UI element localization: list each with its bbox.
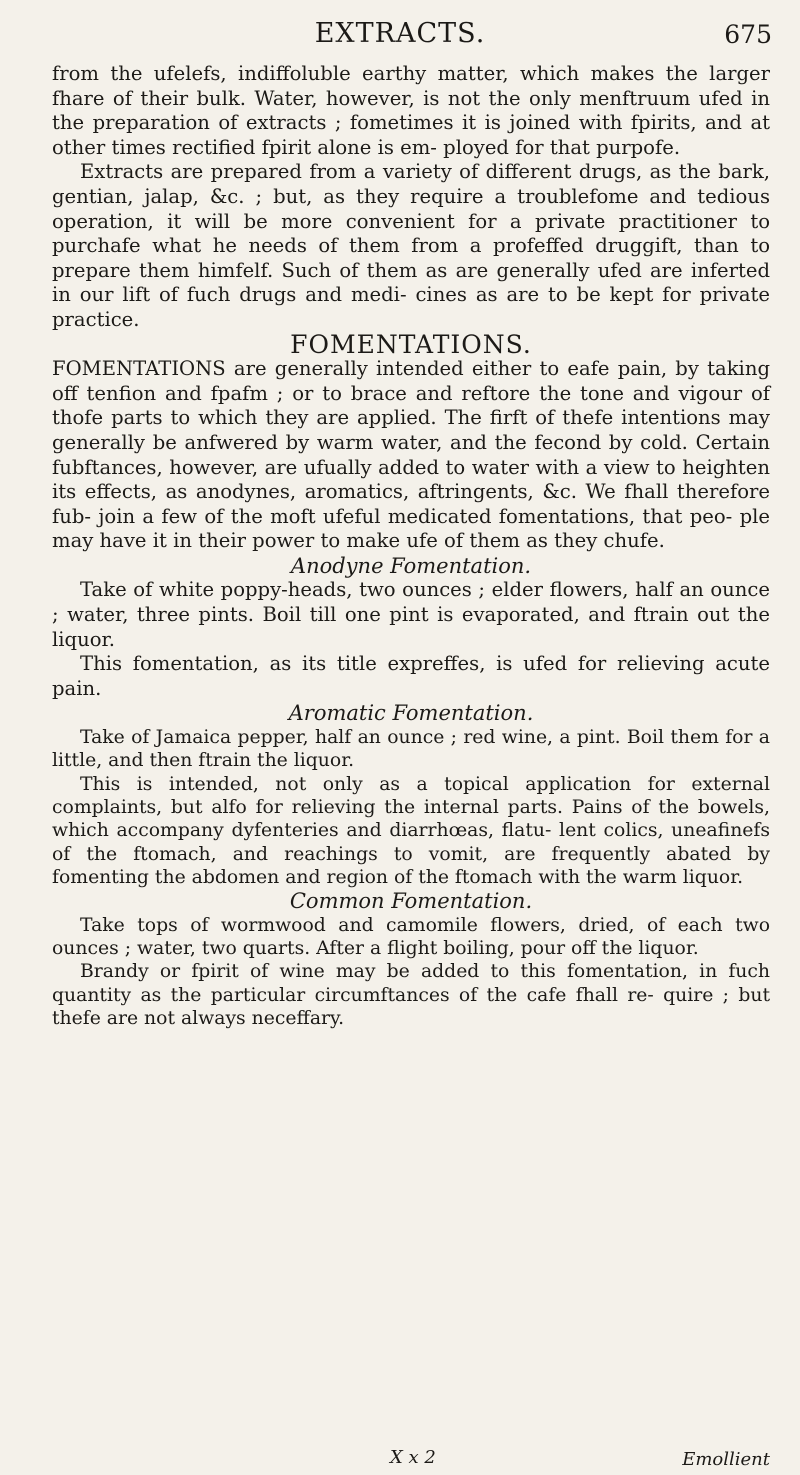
paragraph-extracts-continued: from the ufelefs, indiffoluble earthy matter, which makes the larger fhare of their bulk. Water, however, is not the only menftruum ufed in the preparation of extracts ; fometimes it is joined with fpirits, and at other times rectified fpirit alone is em- ployed for that purpofe. xyxy=(52,62,770,159)
recipe-heading-common: Common Fomentation. xyxy=(289,889,533,914)
recipe-aromatic-note: This is intended, not only as a topical application for external complaints, but alfo for relieving the internal parts. Pains of the bowels, which accompany dyfenteries and diarrhœas, flatu- lent colics, uneafinefs of the ftomach, and reachings to vomit, are frequently abated by fomenting the abdomen and region of the ftomach with the warm liquor. xyxy=(52,773,770,888)
catchword: Emollient xyxy=(682,1449,770,1470)
recipe-anodyne-note: This fomentation, as its title expreffes, is ufed for relieving acute pain. xyxy=(52,652,770,700)
page-footer xyxy=(0,1447,800,1473)
running-head xyxy=(0,18,800,58)
recipe-aromatic: Take of Jamaica pepper, half an ounce ; red wine, a pint. Boil them for a little, and then ftrain the liquor. xyxy=(52,727,770,772)
running-head-title: EXTRACTS. xyxy=(314,18,486,49)
paragraph-fomentations-intro: FOMENTATIONS are generally intended either to eafe pain, by taking off tenfion and fpafm ; or to brace and reftore the tone and vigour of thofe parts to which they are applied. The firft of thefe intentions may generally be anfwered by warm water, and the fecond by cold. Certain fubftances, however, are ufually added to water with a view to heighten its effects, as anodynes, aromatics, aftringents, &c. We fhall therefore fub- join a few of the moft ufeful medicated fomentations, that peo- ple may have it in their power to make ufe of them as they chufe. xyxy=(52,357,770,553)
signature-mark: X x 2 xyxy=(390,1447,436,1468)
recipe-common-note: Brandy or fpirit of wine may be added to this fomentation, in fuch quantity as the particular circumftances of the cafe fhall re- quire ; but thefe are not always neceffary. xyxy=(52,961,770,1029)
body-text-top xyxy=(52,62,770,1030)
paragraph-extracts-prepared: Extracts are prepared from a variety of different drugs, as the bark, gentian, jalap, &c. ; but, as they require a troublefome and tedious operation, it will be more convenient for a private practitioner to purchafe what he needs of them from a profeffed druggift, than to prepare them himfelf. Such of them as are generally ufed are inferted in our lift of fuch drugs and medi- cines as are to be kept for private practice. xyxy=(52,160,770,331)
recipe-common: Take tops of wormwood and camomile flowers, dried, of each two ounces ; water, two quarts. After a flight boiling, pour off the liquor. xyxy=(52,914,770,959)
recipe-heading-aromatic: Aromatic Fomentation. xyxy=(288,701,534,726)
page-number: 675 xyxy=(724,20,772,49)
recipe-anodyne: Take of white poppy-heads, two ounces ; elder flowers, half an ounce ; water, three pints. Boil till one pint is evaporated, and ftrain out the liquor. xyxy=(52,578,770,651)
section-heading-fomentations: FOMENTATIONS. xyxy=(290,329,532,359)
recipe-heading-anodyne: Anodyne Fomentation. xyxy=(290,553,532,578)
